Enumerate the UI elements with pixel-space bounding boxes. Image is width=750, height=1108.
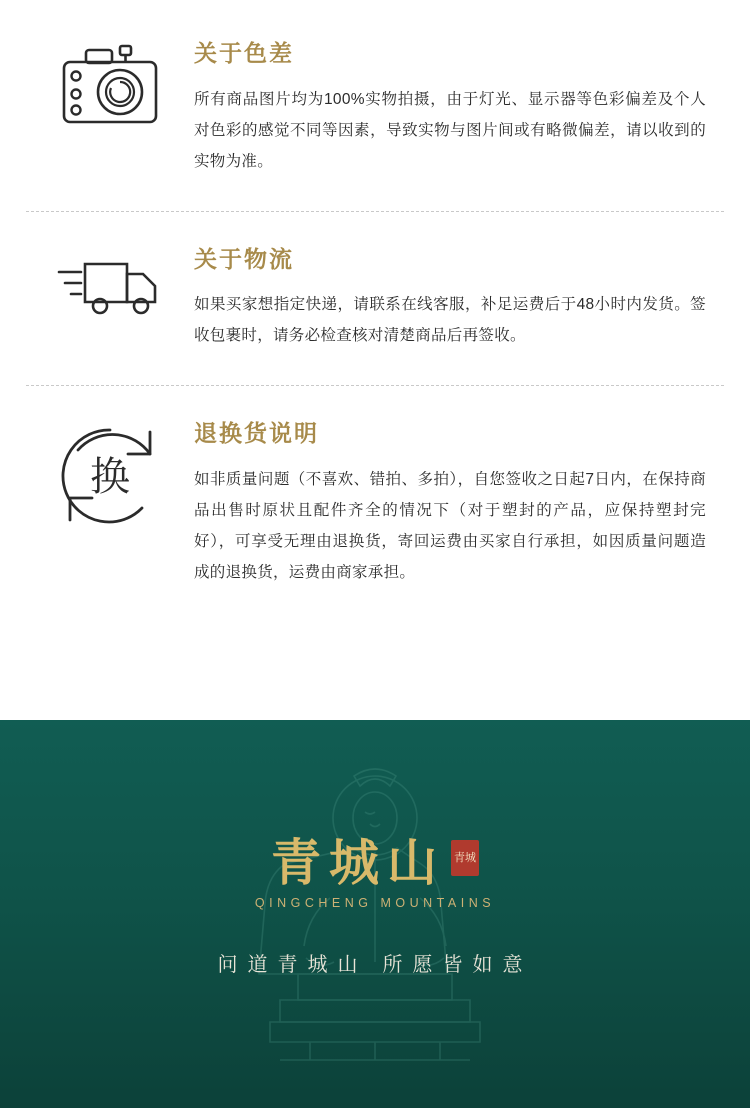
truck-icon (55, 246, 165, 322)
info-body-color: 所有商品图片均为100%实物拍摄，由于灯光、显示器等色彩偏差及个人对色彩的感觉不同等因素，导致实物与图片间或有略微偏差，请以收到的实物为准。 (194, 90, 706, 170)
exchange-icon-label: 换 (90, 454, 130, 500)
camera-icon-container (26, 40, 194, 132)
exchange-icon-container (26, 420, 194, 532)
info-body-logistics: 如果买家想指定快递，请联系在线客服，补足运费后于48小时内发货。签收包裹时，请务必检查核对清楚商品后再签收。 (194, 296, 706, 345)
info-text-logistics (194, 246, 724, 352)
info-block-logistics (0, 246, 750, 352)
brand-center (0, 835, 750, 977)
info-block-returns (0, 420, 750, 588)
exchange-icon (54, 420, 166, 532)
brand-seal-icon: 青城 (451, 840, 479, 876)
brand-name-cn: 青城山 (271, 835, 445, 891)
brand-slogan: 问道青城山 所愿皆如意 (217, 954, 533, 976)
brand-footer (0, 720, 750, 1108)
brand-logo (271, 835, 479, 891)
info-title-color: 关于色差 (194, 40, 294, 66)
divider-1 (26, 211, 724, 212)
info-title-logistics: 关于物流 (194, 245, 294, 272)
info-body-returns: 如非质量问题（不喜欢、错拍、多拍），自您签收之日起7日内，在保持商品出售时原状且配件齐全的情况下（对于塑封的产品，应保持塑封完好），可享受无理由退换货，寄回运费由买家自行承担，如因质量问题造成的退换货，运费由商家承担。 (194, 470, 706, 581)
info-title-returns: 退换货说明 (194, 420, 319, 447)
info-text-color (194, 40, 724, 177)
truck-icon-container (26, 246, 194, 322)
info-text-returns (194, 420, 724, 588)
brand-name-en: QINGCHENG MOUNTAINS (254, 896, 496, 910)
camera-icon (58, 40, 162, 132)
divider-2 (26, 385, 724, 386)
info-block-color (0, 0, 750, 177)
